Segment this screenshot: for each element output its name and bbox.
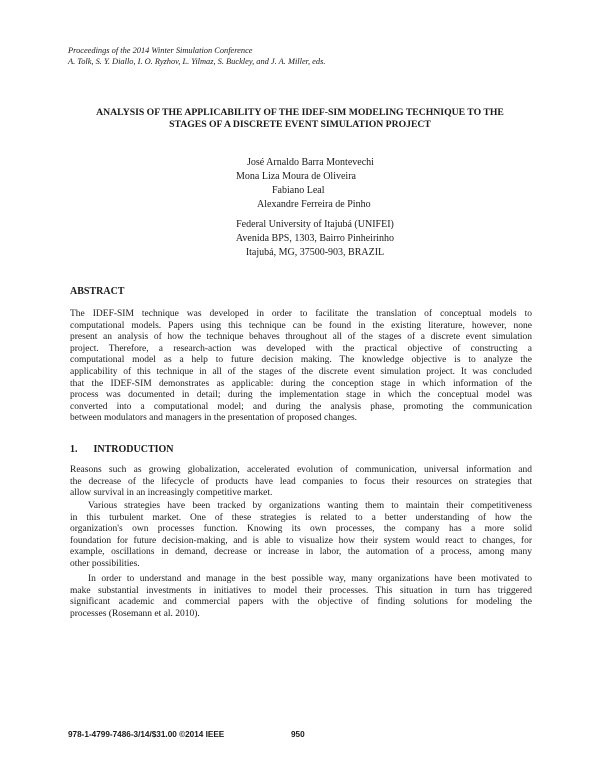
affiliation-university: Federal University of Itajubá (UNIFEI) <box>236 219 394 230</box>
author-1: José Arnaldo Barra Montevechi <box>247 157 374 168</box>
abstract-body <box>70 309 532 425</box>
paragraph-line: Various strategies have been tracked by organizations wanting them to maintain their competitiveness <box>88 501 532 511</box>
abstract-heading: ABSTRACT <box>70 286 125 297</box>
affiliation-city: Itajubá, MG, 37500-903, BRAZIL <box>245 247 385 258</box>
paragraph-line: example, oscillations in demand, decrease or increase in labor, the automation of a process, among many <box>70 547 532 558</box>
paragraph-line: processes (Rosemann et al. 2010). <box>70 608 200 619</box>
abstract-line: computational model as a help to future decision making. The knowledge objective is to analyze the <box>70 355 532 366</box>
title-line-2: STAGES OF A DISCRETE EVENT SIMULATION PROJECT <box>169 119 431 130</box>
abstract-line: computational models. Papers using this technique can be found in the existing literature, however, none <box>70 320 532 331</box>
section-heading-introduction <box>70 444 174 456</box>
intro-paragraph-1 <box>70 465 532 500</box>
paper-title <box>62 107 538 131</box>
author-3: Fabiano Leal <box>272 185 325 196</box>
paragraph-line: organization's own processes function. Knowing its own processes, the company has a more solid <box>70 524 532 535</box>
paragraph-line: other possibilities. <box>70 558 140 569</box>
conference-header <box>68 45 538 67</box>
intro-paragraph-3 <box>70 574 532 620</box>
abstract-line: process was documented in detail; during the implementation stage in which the conceptual model was <box>70 390 532 401</box>
section-title: INTRODUCTION <box>93 444 174 455</box>
paragraph-line: in this turbulent market. One of these strategies is related to a better understanding of how the <box>70 512 532 523</box>
section-number: 1. <box>70 444 78 455</box>
affiliation-street: Avenida BPS, 1303, Bairro Pinheirinho <box>235 233 395 244</box>
paragraph-line: In order to understand and manage in the best possible way, many organizations have been motivated to <box>88 574 532 584</box>
abstract-line: that the IDEF-SIM demonstrates as applicable: during the conception stage in which information of the <box>70 378 532 389</box>
page-number: 950 <box>291 730 305 739</box>
title-line-1: ANALYSIS OF THE APPLICABILITY OF THE IDEF-SIM MODELING TECHNIQUE TO THE <box>96 107 504 118</box>
abstract-line: project. Therefore, a research-action was developed with the practical objective of constructing a <box>70 343 532 354</box>
paragraph-line: the decrease of the lifecycle of products have lead companies to focus their resources on strategies that <box>70 476 532 487</box>
abstract-line: converted into a computational model; and during the analysis phase, promoting the communication <box>70 401 532 412</box>
abstract-line: present an analysis of how the technique behaves throughout all of the stages of a discrete event simulation <box>70 332 532 343</box>
author-2: Mona Liza Moura de Oliveira <box>236 171 356 182</box>
author-4: Alexandre Ferreira de Pinho <box>257 199 371 210</box>
paragraph-line: significant academic and commercial papers with the objective of finding solutions for modeling the <box>70 597 532 608</box>
abstract-line: The IDEF-SIM technique was developed in order to facilitate the translation of conceptual models to <box>70 309 532 319</box>
paragraph-line: foundation for future decision-making, and is able to visualize how their system would react to changes, for <box>70 535 532 546</box>
paragraph-line: Reasons such as growing globalization, accelerated evolution of communication, universal information and <box>70 465 532 475</box>
paragraph-line: make substantial investments in initiatives to model their processes. This situation in turn has triggered <box>70 585 532 596</box>
abstract-line: between modulators and managers in the presentation of proposed changes. <box>70 413 358 424</box>
editors-line: A. Tolk, S. Y. Diallo, I. O. Ryzhov, L. Yilmaz, S. Buckley, and J. A. Miller, eds. <box>68 57 326 66</box>
paragraph-line: allow survival in an increasingly competitive market. <box>70 488 273 499</box>
intro-paragraph-2 <box>70 501 532 571</box>
footer-isbn: 978-1-4799-7486-3/14/$31.00 ©2014 IEEE <box>68 730 225 739</box>
conference-name: Proceedings of the 2014 Winter Simulation Conference <box>68 46 253 55</box>
abstract-line: applicability of this technique in all of the stages of the discrete event simulation project. It was concluded <box>70 366 532 377</box>
